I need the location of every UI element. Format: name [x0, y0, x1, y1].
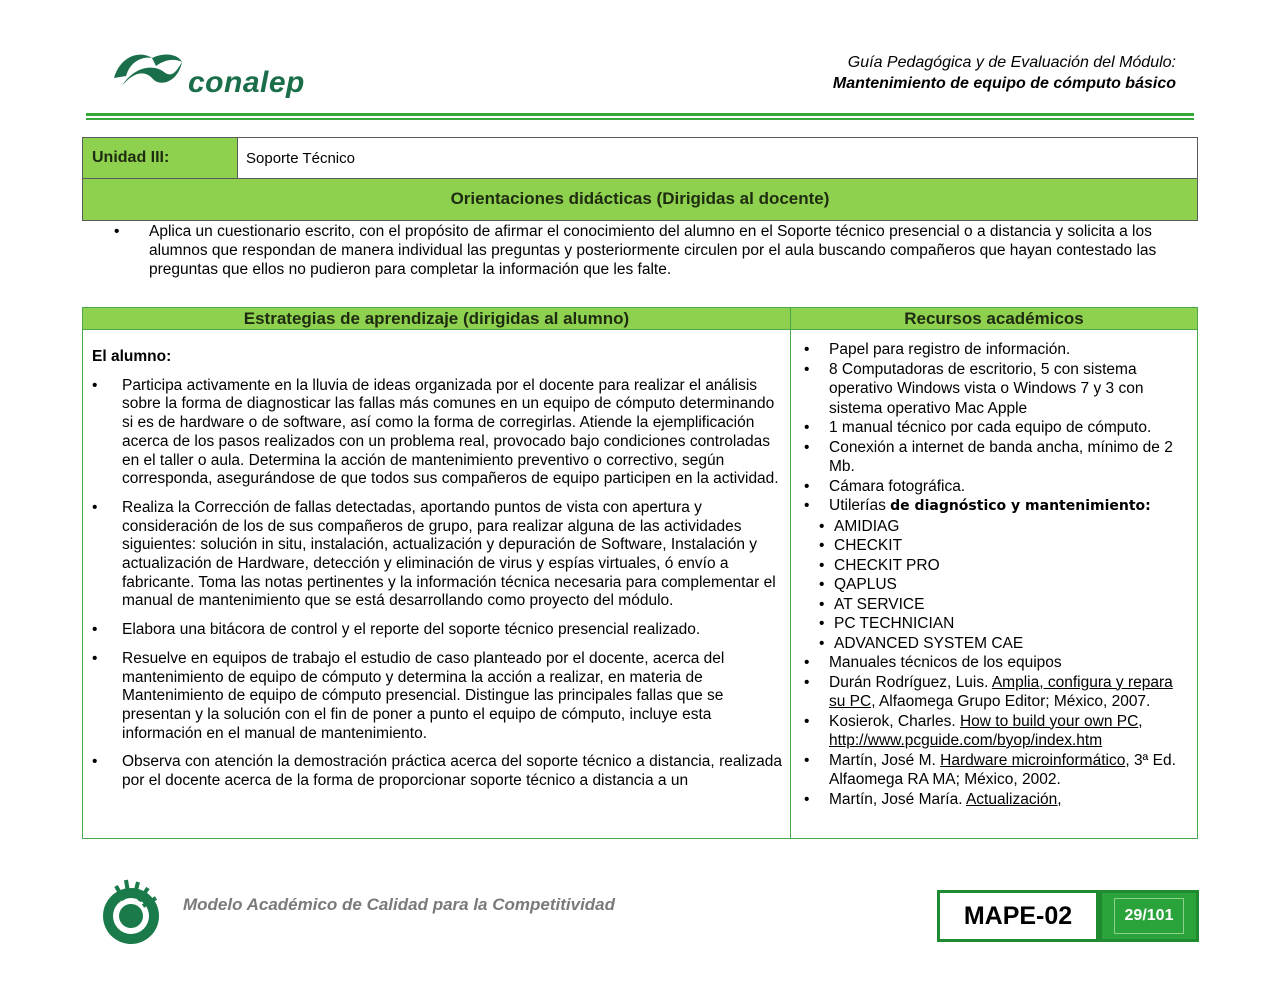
strategies-table	[82, 307, 1198, 839]
strategies-column	[83, 330, 791, 838]
header-title-line1: Guía Pedagógica y de Evaluación del Módulo:	[847, 54, 1176, 71]
reference-author: Martín, José María.	[829, 790, 966, 808]
tool-item: • CHECKIT PRO	[799, 556, 1189, 576]
strategy-item: • Participa activamente en la lluvia de ideas organizada por el docente para realizar el análisis sobre la forma de diagnosticar las fallas más comunes en un equipo de cómputo determinando si es de hardware o de software, así como la forma de corregirlas. Atiende la ejemplificación acerca de los pasos realizados con un problema real, provocado bajo condiciones controladas en el taller o aula. Determina la acción de mantenimiento preventivo o correctivo, según corresponda, asegurándose de que todos sus compañeros de equipo participen en la actividad.	[92, 377, 782, 489]
document-header	[833, 52, 1176, 94]
strategy-item: • Resuelve en equipos de trabajo el estudio de caso planteado por el docente, acerca del mantenimiento de equipo de cómputo y determina la acción a realizar, en materia de Mantenimiento de equipo de cómputo presencial. Distingue las principales fallas que se presentan y la solución con el fin de poner a punto el equipo de cómputo, incluye esta información en el manual de mantenimiento.	[92, 650, 782, 744]
reference-title-link[interactable]: How to build your own PC	[959, 712, 1139, 730]
student-label: El alumno:	[92, 348, 172, 365]
conalep-logo-icon	[112, 48, 184, 94]
footer-model-text: Modelo Académico de Calidad para la Competitividad	[183, 895, 616, 914]
tool-item: • PC TECHNICIAN	[799, 614, 1189, 634]
logo-wordmark: conalep	[188, 66, 305, 99]
strategies-table-header	[83, 308, 1197, 330]
resource-item: • Papel para registro de información.	[799, 340, 1189, 360]
unit-table	[82, 137, 1198, 221]
reference-publisher: Alfaomega Grupo Editor; México, 2007.	[875, 693, 1151, 710]
header-title-line2: Mantenimiento de equipo de cómputo básico	[832, 75, 1176, 92]
orientations-title: Orientaciones didácticas (Dirigidas al docente)	[83, 179, 1197, 220]
reference-title-link[interactable]: Hardware microinformático	[940, 751, 1126, 769]
resource-item-reference	[799, 712, 1189, 751]
resource-item: • 8 Computadoras de escritorio, 5 con sistema operativo Windows vista o Windows 7 y 3 con sistema operativo Mac Apple	[799, 360, 1189, 419]
reference-url-link[interactable]: http://www.pcguide.com/byop/index.htm	[829, 732, 1103, 749]
orientations-list	[110, 222, 1180, 279]
resources-header: Recursos académicos	[904, 309, 1084, 328]
conalep-logo	[112, 48, 312, 106]
resources-column	[791, 330, 1197, 838]
strategy-item: • Elabora una bitácora de control y el reporte del soporte técnico presencial realizado.	[92, 621, 782, 640]
resource-item: • Conexión a internet de banda ancha, mínimo de 2 Mb.	[799, 438, 1189, 477]
resource-item-reference	[799, 751, 1189, 790]
resource-item: • Cámara fotográfica.	[799, 477, 1189, 497]
page-number-box	[1099, 890, 1199, 942]
header-rule-secondary	[86, 118, 1194, 120]
unit-label: Unidad III:	[83, 138, 238, 178]
reference-author: Kosierok, Charles.	[829, 712, 960, 730]
utilities-label-bold: de diagnóstico y mantenimiento:	[890, 498, 1151, 514]
page-number: 29/101	[1114, 898, 1185, 934]
resource-item-utilities	[799, 496, 1189, 517]
resource-item-reference	[799, 790, 1189, 810]
tool-item: • QAPLUS	[799, 575, 1189, 595]
quality-model-seal-icon	[96, 876, 166, 946]
tool-item: • ADVANCED SYSTEM CAE	[799, 634, 1189, 654]
reference-separator: ,	[1138, 712, 1143, 730]
strategies-header: Estrategias de aprendizaje (dirigidas al alumno)	[83, 308, 791, 329]
tool-item: • CHECKIT	[799, 536, 1189, 556]
resource-item-reference	[799, 673, 1189, 712]
orientation-item: • Aplica un cuestionario escrito, con el propósito de afirmar el conocimiento del alumno en el Soporte técnico presencial o a distancia y solicita a los alumnos que respondan de manera individual las preguntas y posteriormente circulen por el aula buscando compañeros que hayan contestado las preguntas que ellos no pudieron para completar la información que les falte.	[110, 222, 1180, 279]
resource-item: • Manuales técnicos de los equipos	[799, 653, 1189, 673]
unit-value: Soporte Técnico	[246, 150, 355, 167]
strategy-item: • Observa con atención la demostración práctica acerca del soporte técnico a distancia, realizada por el docente acerca de la forma de proporcionar soporte técnico a distancia a un	[92, 753, 782, 790]
reference-title-link[interactable]: Actualización,	[965, 790, 1062, 808]
tool-item: • AMIDIAG	[799, 517, 1189, 537]
strategies-table-body	[83, 330, 1197, 838]
reference-author: Durán Rodríguez, Luis.	[829, 673, 992, 691]
reference-title-link[interactable]: Amplia, configura y repara su PC,	[829, 673, 1173, 710]
strategy-item: • Realiza la Corrección de fallas detectadas, aportando puntos de vista con apertura y consideración de los de sus compañeros de grupo, para realizar alguna de las actividades siguientes: solución in situ, instalación, actualización y depuración de Software, Instalación y actualización de Hardware, detección y eliminación de virus y espías virtuales, ó envío a fabricante. Toma las notas pertinentes y la información técnica necesaria para complementar el manual de mantenimiento que se está desarrollando como proyecto del módulo.	[92, 499, 782, 611]
resource-item: • 1 manual técnico por cada equipo de cómputo.	[799, 418, 1189, 438]
document-code: MAPE-02	[937, 890, 1099, 942]
utilities-label: Utilerías	[829, 497, 891, 514]
reference-author: Martín, José M.	[829, 751, 941, 769]
reference-publisher: , 3ª Ed. Alfaomega RA MA; México, 2002.	[829, 751, 1176, 788]
unit-row	[83, 138, 1197, 179]
tool-item: • AT SERVICE	[799, 595, 1189, 615]
header-rule	[86, 113, 1194, 116]
